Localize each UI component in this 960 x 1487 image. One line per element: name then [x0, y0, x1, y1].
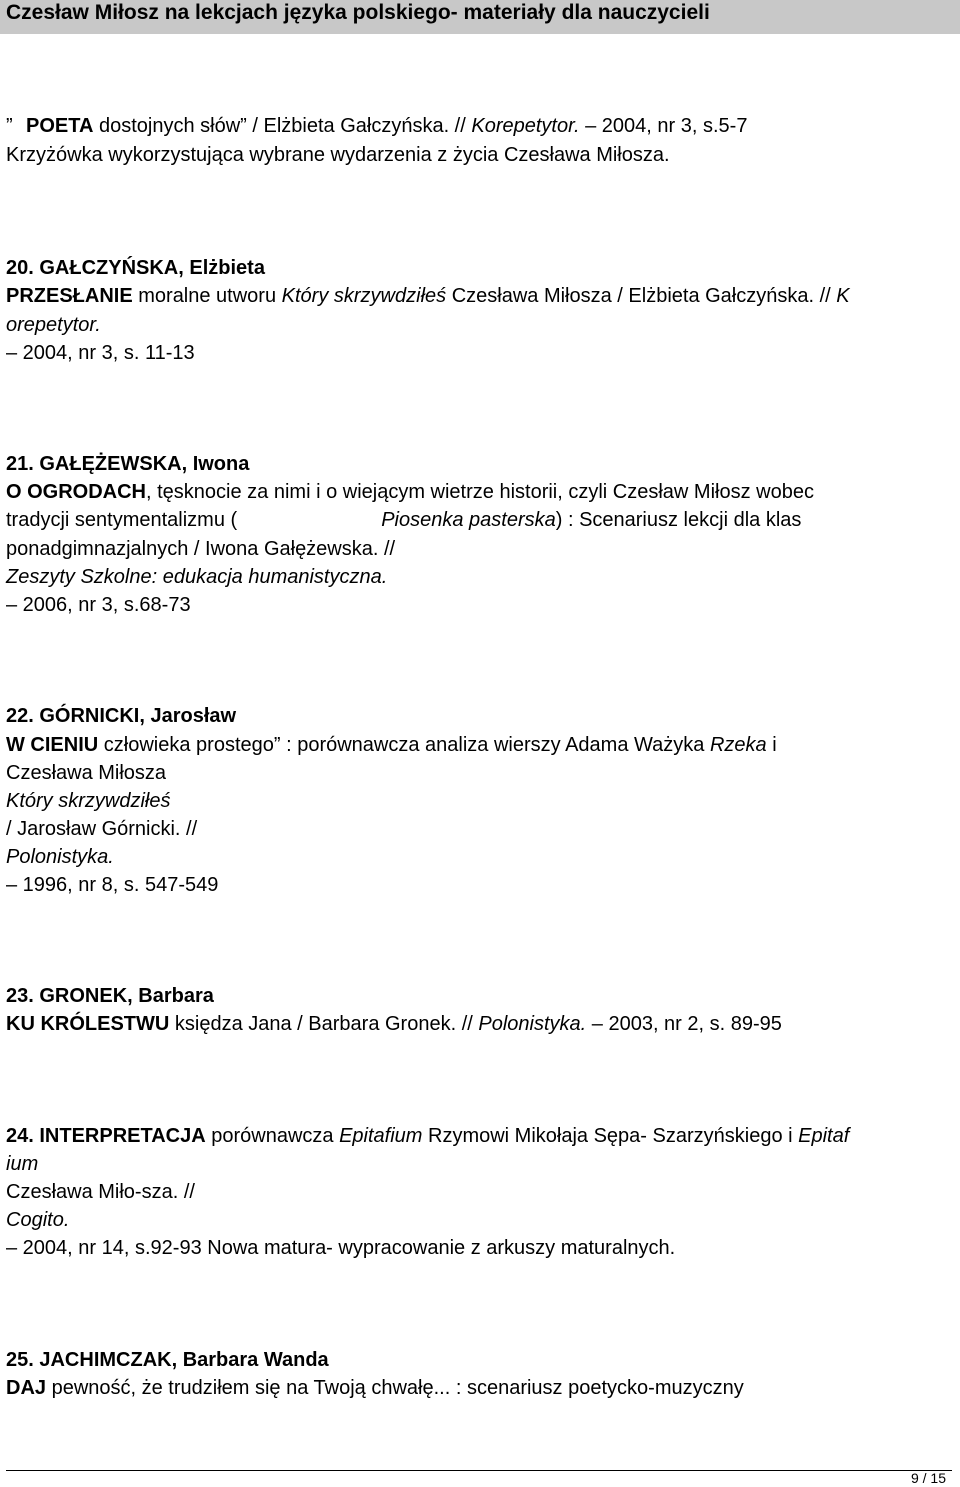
entry-19-line-1: ” POETA dostojnych słów” / Elżbieta Gałczyńska. // Korepetytor. – 2004, nr 3, s.5-7 [6, 115, 748, 137]
entry-19-annotation: Krzyżówka wykorzystująca wybrane wydarzenia z życia Czesława Miłosza. [6, 144, 670, 166]
entry-23-heading: 23. GRONEK, Barbara [6, 985, 214, 1007]
entry-20-keyword: PRZESŁANIE [6, 285, 133, 307]
entry-23-line-1: KU KRÓLESTWU księdza Jana / Barbara Gronek. // Polonistyka. – 2003, nr 2, s. 89-95 [6, 1013, 782, 1035]
entry-21-line-3: ponadgimnazjalnych / Iwona Gałężewska. // [6, 538, 396, 560]
entry-25-line-1: DAJ pewność, że trudziłem się na Twoją chwałę... : scenariusz poetycko-muzyczny [6, 1377, 744, 1399]
entry-20-journal: orepetytor. [6, 314, 101, 336]
entry-24-journal: Cogito. [6, 1209, 70, 1231]
entry-24-keyword: INTERPRETACJA [39, 1125, 206, 1147]
entry-19-journal: Korepetytor. [471, 115, 580, 137]
entry-25-keyword: DAJ [6, 1377, 47, 1399]
entry-20-issue: – 2004, nr 3, s. 11-13 [6, 342, 195, 364]
entry-24-issue: – 2004, nr 14, s.92-93 Nowa matura- wypracowanie z arkuszy maturalnych. [6, 1237, 676, 1259]
entry-22-journal: Polonistyka. [6, 846, 114, 868]
entry-24-line-3: Czesława Miło-sza. // [6, 1181, 195, 1203]
entry-19-keyword: POETA [26, 115, 94, 137]
entry-21-keyword: O OGRODACH [6, 481, 146, 503]
entry-21-journal: Zeszyty Szkolne: edukacja humanistyczna. [6, 566, 388, 588]
footer-divider [6, 1470, 952, 1471]
entry-22-title: Który skrzywdziłeś [6, 790, 171, 812]
entry-22-issue: – 1996, nr 8, s. 547-549 [6, 874, 219, 896]
entry-21-issue: – 2006, nr 3, s.68-73 [6, 594, 191, 616]
entry-21-heading: 21. GAŁĘŻEWSKA, Iwona [6, 453, 250, 475]
page-header [0, 0, 960, 34]
entry-22-line-1: W CIENIU człowieka prostego” : porównawcza analiza wierszy Adama Ważyka Rzeka i [6, 734, 777, 756]
entry-24-line-1: 24. INTERPRETACJA porównawcza Epitafium Rzymowi Mikołaja Sępa- Szarzyńskiego i Epitaf [6, 1125, 850, 1147]
entry-23-keyword: KU KRÓLESTWU [6, 1013, 170, 1035]
entry-22-keyword: W CIENIU [6, 734, 99, 756]
entry-21-line-2: tradycji sentymentalizmu ( Piosenka pasterska) : Scenariusz lekcji dla klas [6, 509, 802, 531]
entry-24-line-2: ium [6, 1153, 39, 1175]
entry-22-line-2: Czesława Miłosza [6, 762, 167, 784]
entry-22-heading: 22. GÓRNICKI, Jarosław [6, 705, 237, 727]
entry-20-line-1: PRZESŁANIE moralne utworu Który skrzywdziłeś Czesława Miłosza / Elżbieta Gałczyńska. // K [6, 285, 850, 307]
document-title: Czesław Miłosz na lekcjach języka polskiego- materiały dla nauczycieli [6, 1, 710, 24]
page-number: 9 / 15 [910, 1470, 946, 1486]
entry-25-heading: 25. JACHIMCZAK, Barbara Wanda [6, 1349, 329, 1371]
entry-20-heading: 20. GAŁCZYŃSKA, Elżbieta [6, 257, 265, 279]
entry-21-line-1: O OGRODACH, tęsknocie za nimi i o wiejącym wietrze historii, czyli Czesław Miłosz wobec [6, 481, 814, 503]
entry-22-author: / Jarosław Górnicki. // [6, 818, 198, 840]
